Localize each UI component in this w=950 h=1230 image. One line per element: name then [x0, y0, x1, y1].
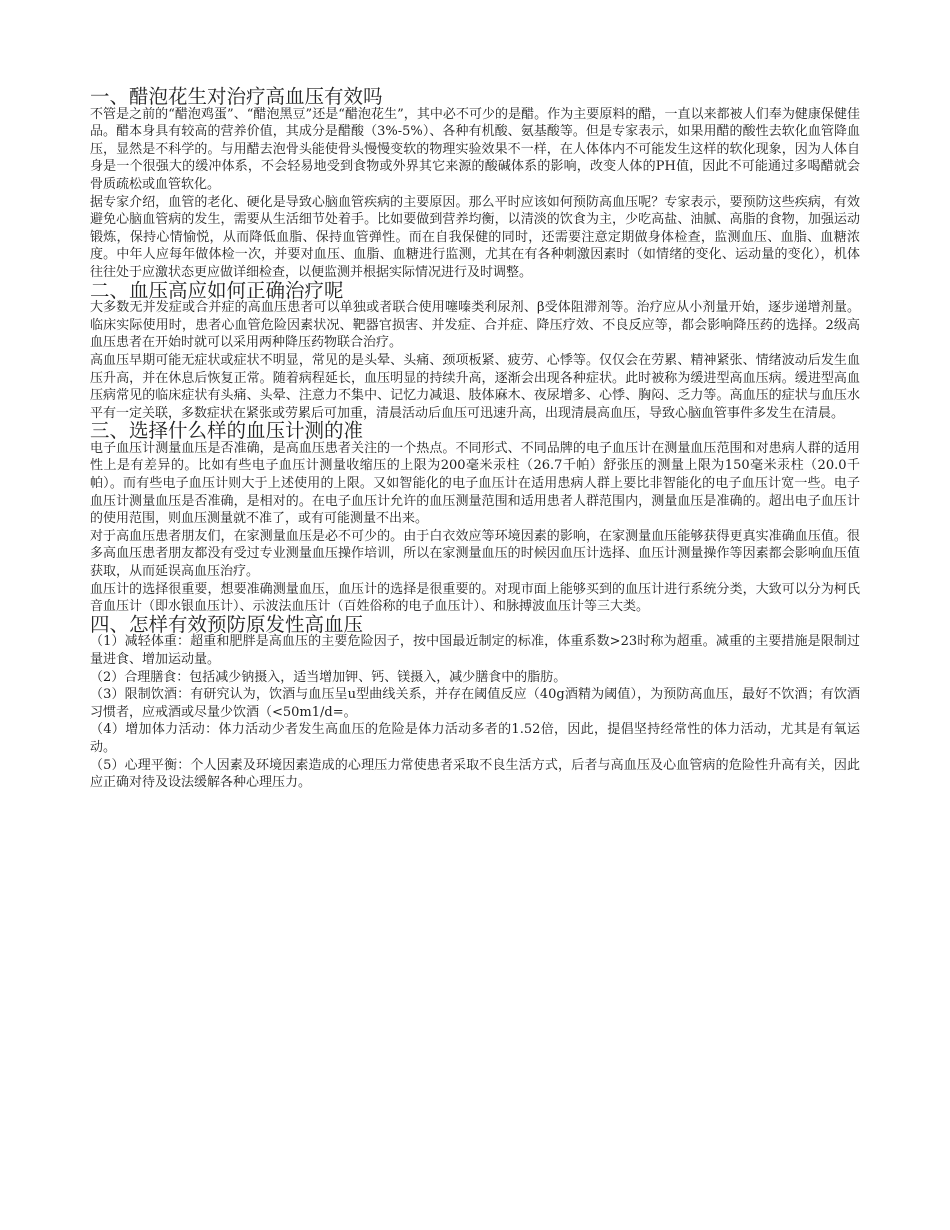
- document-body: [90, 85, 860, 792]
- paragraph: 据专家介绍，血管的老化、硬化是导致心脑血管疾病的主要原因。那么平时应该如何预防高血压呢？专家表示，要预防这些疾病，有效避免心脑血管病的发生，需要从生活细节处着手。比如要做到营养均衡，以清淡的饮食为主，少吃高盐、油腻、高脂的食物，加强运动锻炼，保持心情愉悦，从而降低血脂、保持血管弹性。而在自我保健的同时，还需要注意定期做身体检查，监测血压、血脂、血糖浓度。中年人应每年做体检一次，并要对血压、血脂、血糖进行监测，尤其在有各种刺激因素时（如情绪的变化、运动量的变化），机体往往处于应激状态更应做详细检查，以便监测并根据实际情况进行及时调整。: [90, 194, 860, 280]
- paragraph: 不管是之前的“醋泡鸡蛋”、“醋泡黑豆”还是“醋泡花生”，其中必不可少的是醋。作为主要原料的醋，一直以来都被人们奉为健康保健佳品。醋本身具有较高的营养价值，其成分是醋酸（3%-5%）、各种有机酸、氨基酸等。但是专家表示，如果用醋的酸性去软化血管降血压，显然是不科学的。与用醋去泡骨头能使骨头慢慢变软的物理实验效果不一样，在人体体内不可能发生这样的软化现象，因为人体自身是一个很强大的缓冲体系，不会轻易地受到食物或外界其它来源的酸碱体系的影响，改变人体的PH值，因此不可能通过多喝醋就会骨质疏松或血管软化。: [90, 106, 860, 192]
- paragraph: 高血压早期可能无症状或症状不明显，常见的是头晕、头痛、颈项板紧、疲劳、心悸等。仅仅会在劳累、精神紧张、情绪波动后发生血压升高，并在休息后恢复正常。随着病程延长，血压明显的持续升高，逐渐会出现各种症状。此时被称为缓进型高血压病。缓进型高血压病常见的临床症状有头痛、头晕、注意力不集中、记忆力减退、肢体麻木、夜尿增多、心悸、胸闷、乏力等。高血压的症状与血压水平有一定关联，多数症状在紧张或劳累后可加重，清晨活动后血压可迅速升高，出现清晨高血压，导致心脑血管事件多发生在清晨。: [90, 352, 860, 421]
- list-item: （3）限制饮酒：有研究认为，饮酒与血压呈u型曲线关系，并存在阈值反应（40g酒精为阈值），为预防高血压，最好不饮酒；有饮酒习惯者，应戒酒或尽量少饮酒（<50m1/d=。: [90, 687, 860, 720]
- list-item: （1）减轻体重：超重和肥胖是高血压的主要危险因子，按中国最近制定的标准，体重系数>23时称为超重。减重的主要措施是限制过量进食、增加运动量。: [90, 634, 860, 667]
- section-heading: 一、醋泡花生对治疗高血压有效吗: [90, 85, 383, 108]
- list-item: （5）心理平衡：个人因素及环境因素造成的心理压力常使患者采取不良生活方式，后者与高血压及心血管病的危险性升高有关，因此应正确对待及设法缓解各种心理压力。: [90, 757, 860, 791]
- list-item: （2）合理膳食：包括减少钠摄入，适当增加钾、钙、镁摄入，减少膳食中的脂肪。: [90, 669, 567, 685]
- paragraph: 血压计的选择很重要，想要准确测量血压，血压计的选择是很重要的。对现市面上能够买到的血压计进行系统分类，大致可以分为柯氏音血压计（即水银血压计）、示波法血压计（百姓俗称的电子血压计）、和脉搏波血压计等三大类。: [90, 581, 860, 615]
- section-2: [90, 278, 860, 423]
- section-heading: 三、选择什么样的血压计测的准: [90, 419, 364, 443]
- paragraph: 对于高血压患者朋友们，在家测量血压是必不可少的。由于白衣效应等环境因素的影响，在家测量血压能够获得更真实准确血压值。很多高血压患者朋友都没有受过专业测量血压操作培训，所以在家测量血压的时候因血压计选择、血压计测量操作等因素都会影响血压值获取，从而延误高血压治疗。: [90, 528, 860, 580]
- paragraph: 大多数无并发症或合并症的高血压患者可以单独或者联合使用噻嗪类利尿剂、β受体阻滞剂等。治疗应从小剂量开始，逐步递增剂量。临床实际使用时，患者心血管危险因素状况、靶器官损害、并发症、合并症、降压疗效、不良反应等，都会影响降压药的选择。2级高血压患者在开始时就可以采用两种降压药物联合治疗。: [90, 300, 860, 351]
- section-3: [90, 419, 860, 616]
- list-item: （4）增加体力活动：体力活动少者发生高血压的危险是体力活动多者的1.52倍，因此，提倡坚持经常性的体力活动，尤其是有氧运动。: [90, 722, 860, 755]
- section-4: [90, 612, 860, 792]
- paragraph: 电子血压计测量血压是否准确，是高血压患者关注的一个热点。不同形式、不同品牌的电子血压计在测量血压范围和对患病人群的适用性上是有差异的。比如有些电子血压计测量收缩压的上限为200毫米汞柱（26.7千帕）舒张压的测量上限为150毫米汞柱（20.0千帕）。而有些电子血压计则大于上述使用的上限。又如智能化的电子血压计在适用患病人群上要比非智能化的电子血压计宽一些。电子血压计测量血压是否准确，是相对的。在电子血压计允许的血压测量范围和适用患者人群范围内，测量血压是准确的。超出电子血压计的使用范围，则血压测量就不准了，或有可能测量不出来。: [90, 440, 860, 527]
- section-heading: 四、怎样有效预防原发性高血压: [90, 612, 364, 636]
- section-heading: 二、血压高应如何正确治疗呢: [90, 278, 344, 302]
- section-1: [90, 85, 860, 282]
